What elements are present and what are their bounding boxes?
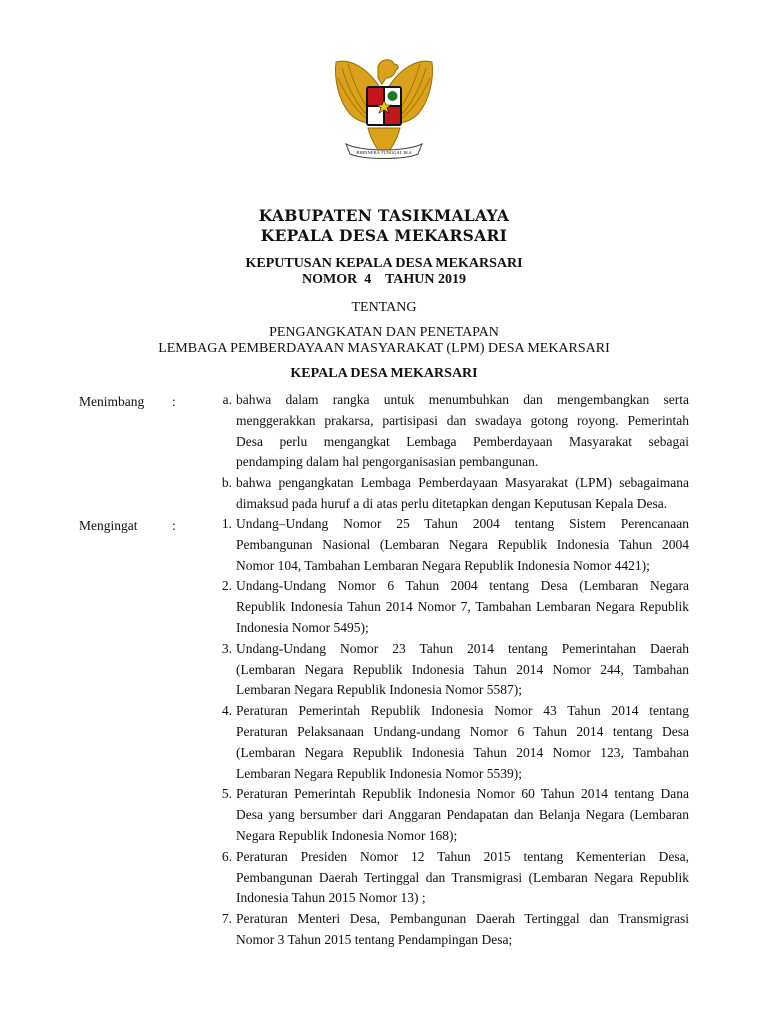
mengingat-item <box>210 639 689 701</box>
item-text <box>236 390 689 473</box>
item-text-line: Republik Indonesia Tahun 2014 Nomor 7, Tambahan Lembaran Negara Republik <box>236 599 689 615</box>
item-number: 5. <box>221 786 232 802</box>
menimbang-item <box>210 473 689 515</box>
item-text-line: bahwa pengangkatan Lembaga Pemberdayaan Masyarakat (LPM) sebagaimana <box>236 475 689 491</box>
mengingat-item <box>210 847 689 909</box>
mengingat-item <box>210 514 689 576</box>
item-text-line: Negara Republik Indonesia Nomor 168); <box>236 827 458 843</box>
item-text <box>236 514 689 576</box>
item-text-line: (Lembaran Negara Republik Indonesia Tahun 2014 Nomor 244, Tambahan <box>236 661 689 677</box>
item-number: 3. <box>221 640 232 656</box>
item-text-line: dimaksud pada huruf a di atas perlu ditetapkan dengan Keputusan Kepala Desa. <box>236 495 668 511</box>
decree-title: KEPUTUSAN KEPALA DESA MEKARSARI <box>245 256 523 271</box>
item-text <box>236 847 689 909</box>
item-number: 2. <box>221 578 232 594</box>
item-text-line: menggerakkan prakarsa, partisipasi dan swadaya gotong royong. Pemerintah <box>236 412 689 428</box>
emblem-motto: BHINNEKA TUNGGAL IKA <box>356 150 412 155</box>
item-text-line: Nomor 104, Tambahan Lembaran Negara Republik Indonesia Nomor 4421); <box>236 557 650 573</box>
mengingat-item <box>210 784 689 846</box>
mengingat-item <box>210 701 689 784</box>
subject-line-2: LEMBAGA PEMBERDAYAAN MASYARAKAT (LPM) DESA MEKARSARI <box>158 341 610 356</box>
item-text-line: Lembaran Negara Republik Indonesia Nomor 5587); <box>236 682 523 698</box>
item-text-line: Peraturan Pelaksanaan Undang-undang Nomor 6 Tahun 2014 tentang Desa <box>236 723 689 739</box>
item-text-line: Peraturan Pemerintah Republik Indonesia Nomor 60 Tahun 2014 tentang Dana <box>236 786 689 802</box>
item-text-line: Indonesia Nomor 5495); <box>236 619 369 635</box>
item-text-line: Undang–Undang Nomor 25 Tahun 2004 tentang Sistem Perencanaan <box>236 516 689 531</box>
item-text-line: Lembaran Negara Republik Indonesia Nomor 5539); <box>236 765 523 781</box>
menimbang-label: Menimbang <box>79 394 145 409</box>
mengingat-label: Mengingat <box>79 518 138 533</box>
item-text-line: Pembangunan Nasional (Lembaran Negara Republik Indonesia Tahun 2004 <box>236 536 689 552</box>
item-text-line: Nomor 3 Tahun 2015 tentang Pendampingan Desa; <box>236 931 513 947</box>
subject-line-1: PENGANGKATAN DAN PENETAPAN <box>269 325 499 340</box>
item-text-line: Peraturan Menteri Desa, Pembangunan Daerah Tertinggal dan Transmigrasi <box>236 911 689 927</box>
item-text-line: Undang-Undang Nomor 6 Tahun 2004 tentang Desa (Lembaran Negara <box>236 578 689 594</box>
item-text-line: Pembangunan Daerah Tertinggal dan Transmigrasi (Lembaran Negara Republik <box>236 869 689 885</box>
mengingat-item <box>210 909 689 951</box>
item-text <box>236 473 689 515</box>
item-text-line: Desa perlu mengangkat Lembaga Pemberdayaan Masyarakat sebagai <box>236 433 689 449</box>
item-text-line: Undang-Undang Nomor 23 Tahun 2014 tentang Pemerintahan Daerah <box>236 640 689 656</box>
menimbang-item <box>210 390 689 473</box>
item-number: 7. <box>221 911 232 927</box>
item-text <box>236 784 689 846</box>
item-text-line: Indonesia Tahun 2015 Nomor 13) ; <box>236 890 426 906</box>
item-text <box>236 639 689 701</box>
item-number: b. <box>221 475 232 491</box>
item-text <box>236 701 689 784</box>
item-text-line: (Lembaran Negara Republik Indonesia Tahun 2014 Nomor 123, Tambahan <box>236 744 689 760</box>
issuer-heading: KEPALA DESA MEKARSARI <box>290 366 478 381</box>
item-text-line: Peraturan Presiden Nomor 12 Tahun 2015 tentang Kementerian Desa, <box>236 848 689 864</box>
mengingat-item <box>210 576 689 638</box>
item-text <box>236 576 689 638</box>
item-text-line: Desa yang bersumber dari Anggaran Pendapatan dan Belanja Negara (Lembaran <box>236 807 689 823</box>
item-text-line: Peraturan Pemerintah Republik Indonesia Nomor 43 Tahun 2014 tentang <box>236 703 689 719</box>
item-text-line: pendamping dalam hal pengorganisasian pembangunan. <box>236 454 539 470</box>
regency-heading: KABUPATEN TASIKMALAYA <box>258 206 510 225</box>
about-label: TENTANG <box>351 300 417 315</box>
item-number: 4. <box>221 703 232 719</box>
mengingat-colon: : <box>172 518 176 533</box>
garuda-pancasila-emblem-icon <box>328 48 440 166</box>
item-number: 1. <box>221 516 232 531</box>
item-number: a. <box>222 392 232 407</box>
item-text <box>236 909 689 951</box>
item-text-line: bahwa dalam rangka untuk menumbuhkan dan mengembangkan serta <box>236 392 689 407</box>
item-number: 6. <box>221 848 232 864</box>
menimbang-colon: : <box>172 394 176 409</box>
decree-number: NOMOR 4 TAHUN 2019 <box>302 272 466 287</box>
office-heading: KEPALA DESA MEKARSARI <box>260 226 508 245</box>
